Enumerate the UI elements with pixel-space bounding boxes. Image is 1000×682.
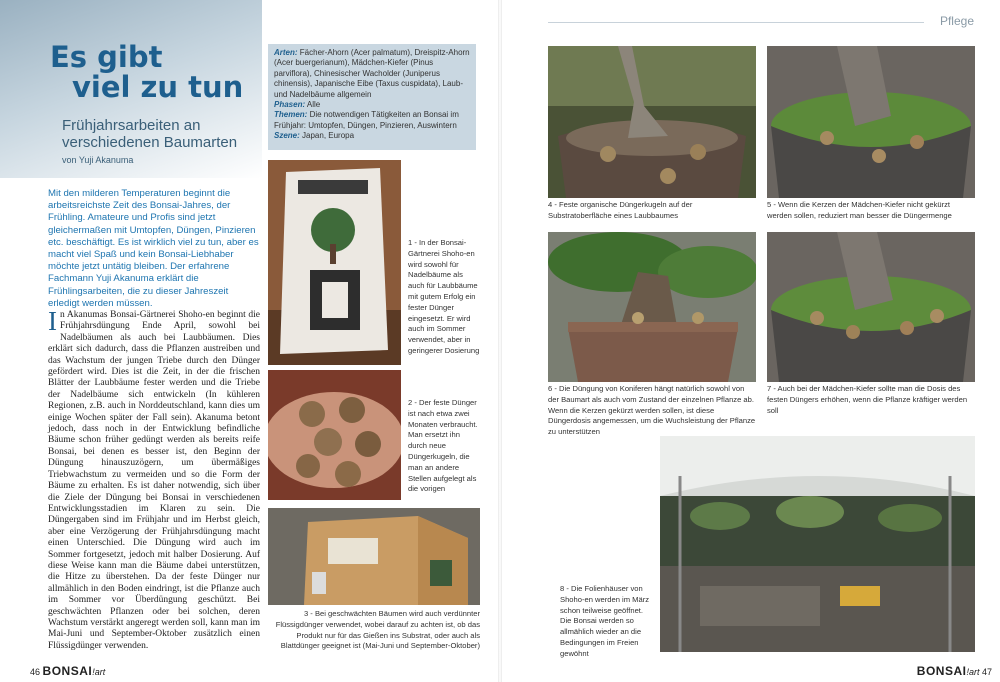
photo-liquid-fertilizer-image	[268, 508, 480, 605]
info-szene-label: Szene:	[274, 131, 300, 141]
photo-greenhouse	[660, 436, 975, 652]
photo-pine-fertilizer-increased	[767, 232, 975, 382]
brand-suffix-right: !art	[966, 667, 980, 677]
info-szene: Japan, Europa	[302, 131, 355, 141]
caption-8: 8 - Die Folienhäuser von Shoho-en werden im März schon teilweise geöffnet. Die Bonsai werden so allmählich wieder an die Bedingungen im Freien gewöhnt	[560, 584, 650, 658]
photo-pine-fertilizer-increased-image	[767, 232, 975, 382]
photo-deciduous-fertilizer-image	[548, 46, 756, 198]
subtitle-line-1: Frühjahrsarbeiten an	[62, 117, 201, 134]
info-box	[268, 44, 476, 150]
page-gutter	[498, 0, 502, 682]
caption-4: 4 - Feste organische Düngerkugeln auf der Substratoberfläche eines Laubbaumes	[548, 200, 693, 220]
body-paragraph: n Akanumas Bonsai-Gärtnerei Shoho-en beginnt die Frühjahrsdüngung Ende April, sowohl bei Nadelbäumen als auch bei Laubbäumen. Dies erklärt sich dadurch, dass die Pflanzen austreiben und das Wachstum der jungen Triebe durch den Dünger gefördert wird. Dies ist die Zeit, in der die frischen Blätter der Laubbäume fester werden und die Triebe der Nadelbäume sich entwickeln (In kühleren Regionen, z.B. auch in Norddeutschland, kann dies um einige Wochen später der Fall sein). Akanuma betont jedoch, dass noch in der Entwicklung befindliche Bäume schon früher gedüngt werden als bereits reife Bonsai, bei denen es besser ist, den Beginn der Düngung hinauszuzögern, um übermäßiges Triebwachstum zu vermeiden und so die Form der Bäume zu erhalten. Es ist daher notwendig, sich über die Ziele der Düngung bei Bonsai in verschiedenen Entwicklungsstadien im Klaren zu sein. Die Düngergaben sind im Frühjahr und im Herbst gleich, aber eine Verzögerung der Frühjahrsdüngung macht einen Unterschied. Die Düngung wird auch im Sommer fortgesetzt, jedoch mit halber Dosierung. Auf diese Weise kann man die Bäume dabei unterstützen, die Hitze zu überstehen. Da der feste Dünger nur allmählich in den Boden eindringt, ist die Pflanze auch im Sommer vor Überdüngung geschützt. Bei geschwächten Pflanzen oder bei solchen, deren Wachstum verstärkt angeregt werden soll, kann man im Mai-Juni und September-Oktober zusätzlich einen Flüssigdünger verwenden.	[48, 310, 260, 651]
info-arten: Fächer-Ahorn (Acer palmatum), Dreispitz-Ahorn (Acer buergerianum), Mädchen-Kiefer (Pinus parviflora), Chinesischer Wacholder (Juniperus chinensis), Japanische Eibe (Taxus cuspidata), Laub- und Nadelbäume allgemein	[274, 48, 470, 99]
photo-pine-fertilizer-reduced-image	[767, 46, 975, 198]
title-line-2: viel zu tun	[72, 70, 244, 104]
photo-greenhouse-image	[660, 436, 975, 652]
info-themen: Die notwendigen Tätigkeiten an Bonsai im Frühjahr: Umtopfen, Düngen, Pinzieren, Auswintern	[274, 110, 459, 130]
photo-fertilizer-balls	[268, 370, 401, 500]
photo-conifer-fertilizer-image	[548, 232, 756, 382]
brand-logo-left: BONSAI	[42, 664, 93, 678]
brand-suffix-left: !art	[92, 667, 106, 677]
photo-pine-fertilizer-reduced	[767, 46, 975, 198]
info-phasen-label: Phasen:	[274, 100, 306, 110]
caption-2: 2 - Der feste Dünger ist nach etwa zwei Monaten verbraucht. Man ersetzt ihn durch neue Düngerkugeln, die man an andere Stellen aufgelegt als die vorigen	[408, 398, 478, 494]
page-number-right: 47	[981, 667, 992, 677]
photo-fertilizer-bag	[268, 160, 401, 365]
header-rule	[548, 22, 924, 23]
folio-left	[30, 664, 105, 678]
subtitle-line-2: verschiedenen Baumarten	[62, 134, 238, 151]
title-line-1: Es gibt	[50, 40, 163, 74]
main-title	[50, 42, 243, 102]
page-number-left: 46	[30, 667, 41, 677]
brand-logo-right: BONSAI	[916, 664, 967, 678]
photo-fertilizer-bag-image	[268, 160, 401, 365]
info-themen-label: Themen:	[274, 110, 308, 120]
section-label: Pflege	[939, 14, 974, 28]
photo-fertilizer-balls-image	[268, 370, 401, 500]
caption-3: 3 - Bei geschwächten Bäumen wird auch verdünnter Flüssigdünger verwendet, wobei darauf zu achten ist, ob das Produkt nur für das Gießen ins Substrat, oder auch als Blattdünger geeignet ist (Mai-Juni und September-Oktober)	[275, 609, 480, 651]
drop-cap: I	[48, 306, 57, 336]
caption-7: 7 - Auch bei der Mädchen-Kiefer sollte man die Dosis des festen Düngers erhöhen, wenn die Pflanze kräftiger werden soll	[767, 384, 968, 415]
caption-5: 5 - Wenn die Kerzen der Mädchen-Kiefer nicht gekürzt werden sollen, reduziert man besser die Düngermenge	[767, 200, 952, 220]
byline: von Yuji Akanuma	[62, 155, 134, 165]
photo-liquid-fertilizer	[268, 508, 480, 605]
intro-paragraph: Mit den milderen Temperaturen beginnt die arbeitsreichste Zeit des Bonsai-Jahres, der Frühling. Amateure und Profis sind jetzt gleichermaßen mit Umtopfen, Düngen, Pinzieren etc. beschäftigt. Es ist wirklich viel zu tun, aber es macht viel Spaß und kein Bonsai-Liebhaber möchte jetzt untätig bleiben. Der erfahrene Fachmann Yuji Akanuma erklärt die Frühlingsarbeiten, die zu dieser Jahreszeit erledigt werden müssen.	[48, 188, 259, 309]
caption-1: 1 - In der Bonsai-Gärtnerei Shoho-en wird sowohl für Nadelbäume als auch für Laubbäume mit gutem Erfolg ein fester Dünger eingesetzt. Er wird auch im Sommer verwendet, aber in geringerer Dosierung	[408, 238, 480, 355]
subtitle	[62, 117, 237, 151]
folio-right	[917, 664, 992, 678]
right-page	[500, 0, 1000, 682]
info-arten-label: Arten:	[274, 48, 298, 57]
caption-6: 6 - Die Düngung von Koniferen hängt natürlich sowohl von der Baumart als auch vom Zustand der einzelnen Pflanze ab. Wenn die Kerzen gekürzt werden sollen, ist diese Düngerdosis angemessen, um die Wuchsleistung der Pflanze zu unterstützen	[548, 384, 756, 437]
photo-conifer-fertilizer	[548, 232, 756, 382]
body-text	[48, 306, 260, 652]
info-phasen: Alle	[306, 100, 321, 110]
photo-deciduous-fertilizer	[548, 46, 756, 198]
